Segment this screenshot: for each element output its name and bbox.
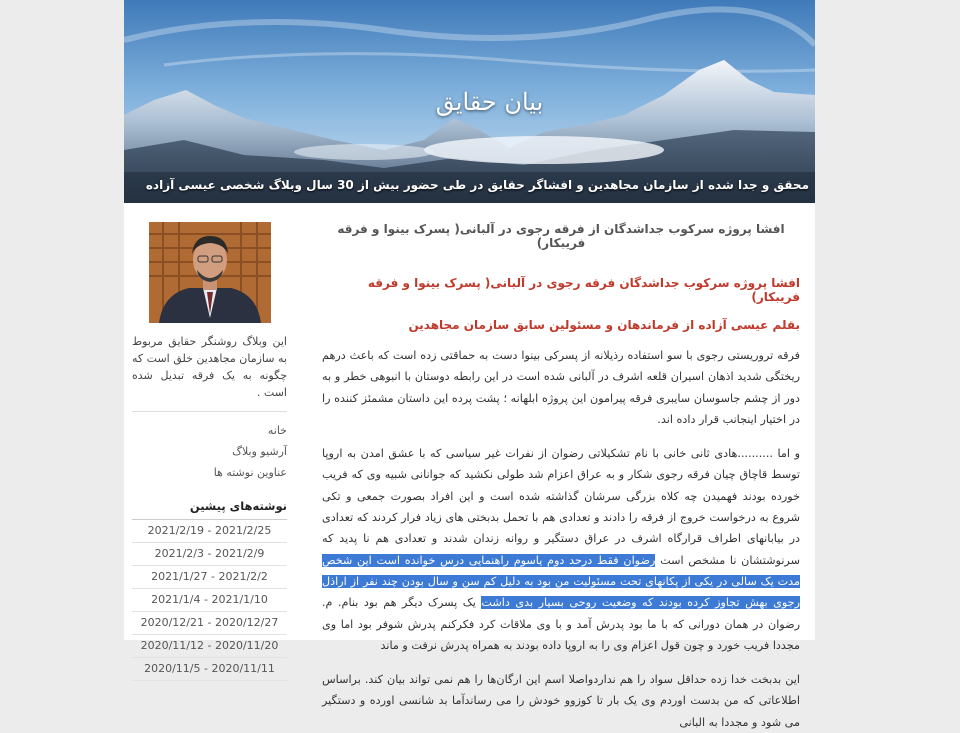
nav-link-post-titles[interactable]: عناوین نوشته ها xyxy=(213,466,287,479)
archive-link[interactable]: 2021/2/3 - 2021/2/9 xyxy=(132,543,287,566)
blog-about: این وبلاگ روشنگر حقایق مربوط به سازمان مجاهدین خلق است که چگونه به یک فرقه تبدیل شده است . xyxy=(132,335,287,399)
page xyxy=(124,0,815,729)
post-title[interactable]: افشا پروژه سرکوب جداشدگان از فرقه رجوی در آلبانی( پسرک بینوا و فرقه فریبکار) xyxy=(337,222,785,250)
archive-link[interactable]: 2021/1/27 - 2021/2/2 xyxy=(132,566,287,589)
post-byline: بقلم عیسی آزاده از فرماندهان و مسئولین سابق سازمان مجاهدین xyxy=(408,318,800,332)
selected-text: رضوان فقط درحد دوم یاسوم راهنمایی درس خوانده است این شخص مدت یک سالی در یکی از پکانهای تحت مسئولیت من بود به دلیل کم سن و سال بودن چند نفر از اراذل رجوی بهش تجاوز کرده بودند که وضعیت روحی بسیار بدی داشت xyxy=(322,553,800,610)
archive-link[interactable]: 2020/11/12 - 2020/11/20 xyxy=(132,635,287,658)
paragraph-2 xyxy=(322,443,800,656)
sidebar-nav xyxy=(132,424,287,479)
blog-title[interactable]: بیان حقایق xyxy=(435,88,544,116)
nav-link-home[interactable]: خانه xyxy=(267,424,287,437)
archive-title: نوشته‌های پیشین xyxy=(132,499,287,520)
blog-description: محقق و جدا شده از سازمان مجاهدین و افشاگر حقایق در طی حضور بیش از 30 سال وبلاگ شخصی عیسی آزاده xyxy=(145,178,809,192)
sidebar xyxy=(132,222,287,681)
paragraph-2-start: و اما ..........هادی ثانی خانی با نام تشکیلاتی رضوان از نفرات غیر سیاسی که با عشق امدن به اروپا توسط قاچاق چیان فرقه رجوی شکار و به عراق اعزام شد طولی نکشید که جوانانی شبیه وی که فریب خورده بودند فهمیدن چه کلاه بزرگی سرشان گذاشته شده است و این افراد بصورت جمعی و تکی شروع به درخواست خروج از فرقه را دادند و تعدادی هم با تحمل بدبختی های زیاد فرار کردند که تعدادی در بیابانهای اطراف قرارگاه اشرف در عراق دستگیر و روانه زندان شدند و تعدادی هم نا پدید که سرنوشتشان نا مشخص است xyxy=(322,447,800,567)
archive-list xyxy=(132,520,287,681)
archive-link[interactable]: 2020/12/21 - 2020/12/27 xyxy=(132,612,287,635)
post-subtitle: افشا پروژه سرکوب جداشدگان فرقه رجوی در آلبانی( پسرک بینوا و فرقه فریبکار) xyxy=(367,276,800,304)
sidebar-divider xyxy=(132,411,287,412)
paragraph-1: فرقه تروریستی رجوی با سو استفاده رذیلانه از پسرکی بینوا دست به حماقتی زده است که باعث درهم ریختگی شدید اذهان اسیران قلعه اشرف در آلبانی شده است در این رابطه دوستان با انبوهی خطر و به دور از چشم جاسوسان سایبری فرقه پیرامون این پروژه ابلهانه ؛ پشت پرده این داستان مشمئز کننده را در اختیار اینجانب قرار داده اند. xyxy=(322,349,800,426)
paragraph-2-end: یک پسرک دیگر هم بود بنام. م. رضوان در همان دورانی که با ما بود پدرش آمد و با وی ملاقات کرد فکرکنم پدرش شوفر بود اما وی مجددا فریب خورد و چون قول اعزام وی را به اروپا داده بودند به همراه پدرش نرفت و ماند xyxy=(322,596,800,652)
nav-link-archive[interactable]: آرشیو وبلاگ xyxy=(232,445,287,458)
post-content xyxy=(322,214,800,733)
archive-link[interactable]: 2021/2/19 - 2021/2/25 xyxy=(132,520,287,543)
author-photo xyxy=(149,222,271,323)
archive-link[interactable]: 2021/1/4 - 2021/1/10 xyxy=(132,589,287,612)
paragraph-3: این بدبخت خدا زده حداقل سواد را هم نداردواصلا اسم این ارگان‌ها را هم نمی تواند بیان کند. براساس اطلاعاتی که من بدست اوردم وی یک بار تا کوزوو خودش را می رساندآما بد شانسی اورده و دستگیر می شود و مجددا به البانی xyxy=(322,673,800,729)
archive-link[interactable]: 2020/11/5 - 2020/11/11 xyxy=(132,658,287,681)
blog-header xyxy=(124,0,815,203)
